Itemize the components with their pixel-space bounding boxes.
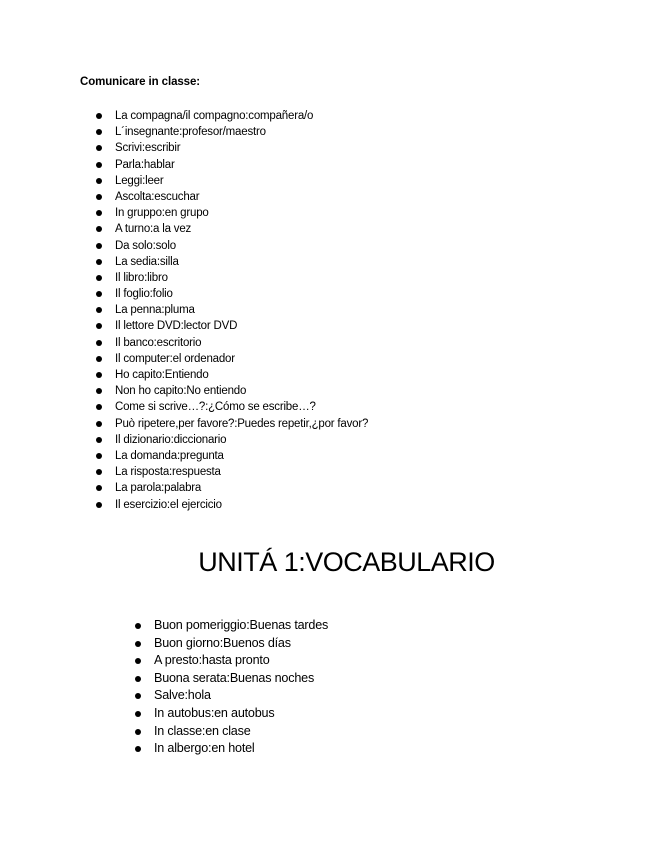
- list-item: [0, 652, 328, 670]
- list-item-text: In autobus:en autobus: [154, 705, 275, 720]
- list-item: [0, 254, 368, 270]
- list-item: [0, 221, 368, 237]
- list-item: [0, 286, 368, 302]
- list-item-text: In gruppo:en grupo: [115, 207, 209, 220]
- bullet-icon: [135, 623, 141, 629]
- list-item: [0, 238, 368, 254]
- list-item-text: Parla:hablar: [115, 158, 175, 171]
- bullet-icon: [96, 113, 102, 119]
- list-item: [0, 617, 328, 635]
- bullet-icon: [96, 469, 102, 475]
- bullet-icon: [96, 178, 102, 184]
- list-item-text: Scrivi:escribir: [115, 142, 181, 155]
- list-item-text: Il lettore DVD:lector DVD: [115, 320, 238, 333]
- list-item-text: La compagna/il compagno:compañera/o: [115, 110, 314, 122]
- bullet-icon: [96, 421, 102, 427]
- list-item-text: La sedia:silla: [115, 255, 179, 268]
- bullet-icon: [96, 388, 102, 394]
- list-item: [0, 480, 368, 496]
- bullet-icon: [96, 210, 102, 216]
- list-item-text: Non ho capito:No entiendo: [115, 385, 247, 398]
- bullet-icon: [135, 676, 141, 682]
- bullet-icon: [96, 453, 102, 459]
- list-item: [0, 464, 368, 480]
- list-item: [0, 173, 368, 189]
- bullet-icon: [96, 437, 102, 443]
- bullet-icon: [96, 194, 102, 200]
- bullet-icon: [96, 275, 102, 281]
- list-item-text: Il libro:libro: [115, 271, 168, 284]
- list-item-text: Il computer:el ordenador: [115, 352, 235, 365]
- unit-title: UNITÁ 1:VOCABULARIO: [198, 547, 495, 577]
- list-item: [0, 189, 368, 205]
- bullet-icon: [96, 307, 102, 313]
- list-item: [0, 740, 328, 758]
- list-item-text: Buona serata:Buenas noches: [154, 670, 315, 685]
- list-item: [0, 140, 368, 156]
- bullet-icon: [96, 340, 102, 346]
- list-item-text: Salve:hola: [154, 688, 211, 703]
- list-item-text: In albergo:en hotel: [154, 741, 255, 756]
- list-item-text: A presto:hasta pronto: [154, 653, 270, 668]
- list-item: [0, 367, 368, 383]
- list-item: [0, 448, 368, 464]
- list-item-text: Il banco:escritorio: [115, 336, 202, 349]
- list-item-text: Può ripetere,per favore?:Puedes repetir,¿por favor?: [115, 417, 369, 430]
- bullet-icon: [96, 129, 102, 135]
- classroom-phrases-list: [0, 108, 368, 513]
- list-item-text: Il foglio:folio: [115, 288, 173, 301]
- list-item-text: In classe:en clase: [154, 723, 251, 738]
- bullet-icon: [96, 145, 102, 151]
- bullet-icon: [96, 226, 102, 232]
- bullet-icon: [96, 323, 102, 329]
- list-item-text: A turno:a la vez: [115, 223, 192, 236]
- list-item: [0, 705, 328, 723]
- bullet-icon: [96, 259, 102, 265]
- list-item: [0, 108, 368, 124]
- list-item: [0, 723, 328, 741]
- bullet-icon: [96, 243, 102, 249]
- list-item-text: Come si scrive…?:¿Cómo se escribe…?: [115, 401, 316, 414]
- list-item-text: Buon giorno:Buenos días: [154, 635, 291, 650]
- list-item: [0, 670, 328, 688]
- bullet-icon: [96, 502, 102, 508]
- list-item: [0, 318, 368, 334]
- list-item: [0, 687, 328, 705]
- list-item-text: L´insegnante:profesor/maestro: [115, 126, 266, 139]
- list-item: [0, 124, 368, 140]
- list-item-text: Ho capito:Entiendo: [115, 369, 209, 381]
- bullet-icon: [96, 291, 102, 297]
- bullet-icon: [135, 746, 141, 752]
- list-item-text: Leggi:leer: [115, 174, 164, 187]
- bullet-icon: [96, 485, 102, 491]
- list-item-text: Il dizionario:diccionario: [115, 433, 227, 446]
- list-item-text: Da solo:solo: [115, 239, 176, 252]
- bullet-icon: [135, 658, 141, 664]
- list-item-text: Il esercizio:el ejercicio: [115, 498, 222, 511]
- vocabulary-list: [0, 617, 328, 758]
- bullet-icon: [135, 693, 141, 699]
- bullet-icon: [135, 711, 141, 717]
- bullet-icon: [135, 641, 141, 647]
- bullet-icon: [135, 729, 141, 735]
- list-item-text: Ascolta:escuchar: [115, 190, 200, 203]
- list-item: [0, 270, 368, 286]
- list-item: [0, 432, 368, 448]
- list-item: [0, 383, 368, 399]
- list-item: [0, 351, 368, 367]
- list-item-text: La domanda:pregunta: [115, 449, 224, 462]
- bullet-icon: [96, 162, 102, 168]
- list-item: [0, 335, 368, 351]
- list-item: [0, 157, 368, 173]
- list-item: [0, 205, 368, 221]
- bullet-icon: [96, 372, 102, 378]
- list-item: [0, 416, 368, 432]
- list-item-text: La risposta:respuesta: [115, 466, 221, 479]
- section-heading: Comunicare in classe:: [80, 76, 200, 88]
- list-item: [0, 302, 368, 318]
- list-item-text: La parola:palabra: [115, 482, 202, 495]
- list-item: [0, 635, 328, 653]
- list-item: [0, 497, 368, 513]
- bullet-icon: [96, 404, 102, 410]
- list-item: [0, 399, 368, 415]
- list-item-text: La penna:pluma: [115, 304, 195, 317]
- list-item-text: Buon pomeriggio:Buenas tardes: [154, 618, 329, 632]
- bullet-icon: [96, 356, 102, 362]
